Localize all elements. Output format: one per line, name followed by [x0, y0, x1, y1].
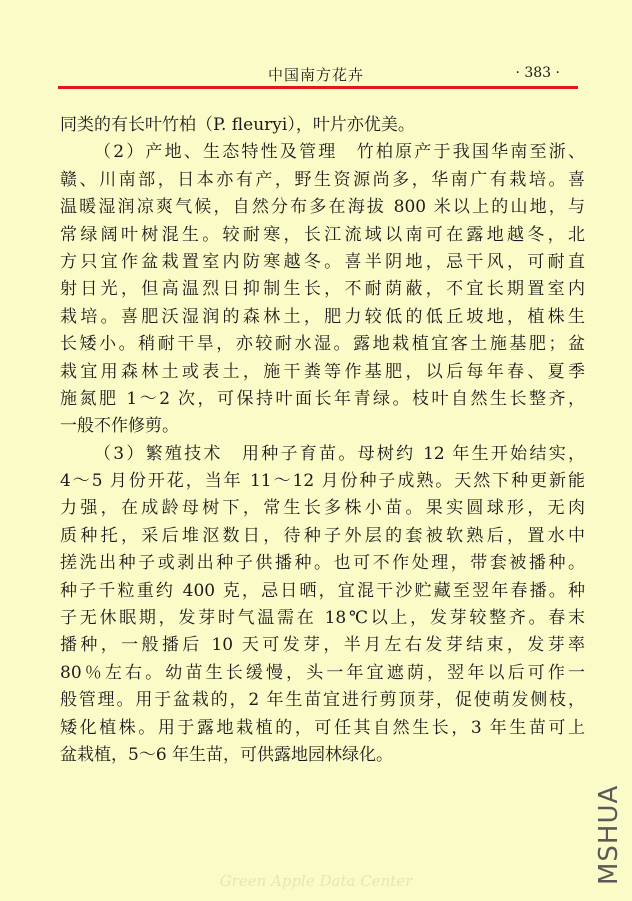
body-text — [60, 112, 585, 769]
text-line: 矮化植株。用于露地栽植的，可任其自然生长，3 年生苗可上 — [60, 717, 585, 738]
text-line: 力强，在成龄母树下，常生长多株小苗。果实圆球形，无肉 — [60, 498, 585, 519]
text-line: （2）产地、生态特性及管理 竹柏原产于我国华南至浙、 — [94, 142, 585, 163]
text-line: 赣、川南部，日本亦有产，野生资源尚多，华南广有栽培。喜 — [60, 169, 585, 190]
text-line: 盆栽植，5～6 年生苗，可供露地园林绿化。 — [60, 744, 394, 765]
text-line: 常绿阔叶树混生。较耐寒，长江流域以南可在露地越冬，北 — [60, 224, 585, 245]
bottom-watermark: Green Apple Data Center — [219, 872, 413, 890]
text-line: 般管理。用于盆栽的，2 年生苗宜进行剪顶芽，促使萌发侧枝， — [60, 690, 585, 711]
text-line: 4～5 月份开花，当年 11～12 月份种子成熟。天然下种更新能 — [60, 471, 585, 492]
text-line: （3）繁殖技术 用种子育苗。母树约 12 年生开始结实， — [94, 443, 585, 464]
text-line: 栽培。喜肥沃湿润的森林土，肥力较低的低丘坡地，植株生 — [60, 306, 585, 327]
text-line: 播种，一般播后 10 天可发芽，半月左右发芽结束，发芽率 — [60, 635, 585, 656]
page-number: · 383 · — [515, 65, 560, 81]
text-line: 一般不作修剪。 — [60, 416, 179, 437]
text-line: 施氮肥 1～2 次，可保持叶面长年青绿。枝叶自然生长整齐， — [60, 388, 585, 409]
running-title: 中国南方花卉 — [267, 66, 364, 84]
text-line: 栽宜用森林土或表土，施干粪等作基肥，以后每年春、夏季 — [60, 361, 585, 382]
text-line: 搓洗出种子或剥出种子供播种。也可不作处理，带套被播种。 — [60, 553, 585, 574]
text-line: 80％左右。幼苗生长缓慢，头一年宜遮荫，翌年以后可作一 — [60, 662, 585, 683]
side-watermark: MSHUA — [594, 784, 624, 885]
text-line: 温暖湿润凉爽气候，自然分布多在海拔 800 米以上的山地，与 — [60, 197, 585, 218]
text-line: 子无休眠期，发芽时气温需在 18℃以上，发芽较整齐。春末 — [60, 608, 585, 629]
text-line: 方只宜作盆栽置室内防寒越冬。喜半阴地，忌干风，可耐直 — [60, 251, 585, 272]
text-line: 射日光，但高温烈日抑制生长，不耐荫蔽，不宜长期置室内 — [60, 279, 585, 300]
header-rule — [58, 86, 578, 89]
text-line: 长矮小。稍耐干旱，亦较耐水湿。露地栽植宜客土施基肥；盆 — [60, 334, 585, 355]
text-line: 同类的有长叶竹柏（P. fleuryi），叶片亦优美。 — [60, 115, 415, 135]
text-line: 质种托，采后堆沤数日，待种子外层的套被软熟后，置水中 — [60, 525, 585, 546]
text-line: 种子千粒重约 400 克，忌日晒，宜混干沙贮藏至翌年春播。种 — [60, 580, 585, 601]
